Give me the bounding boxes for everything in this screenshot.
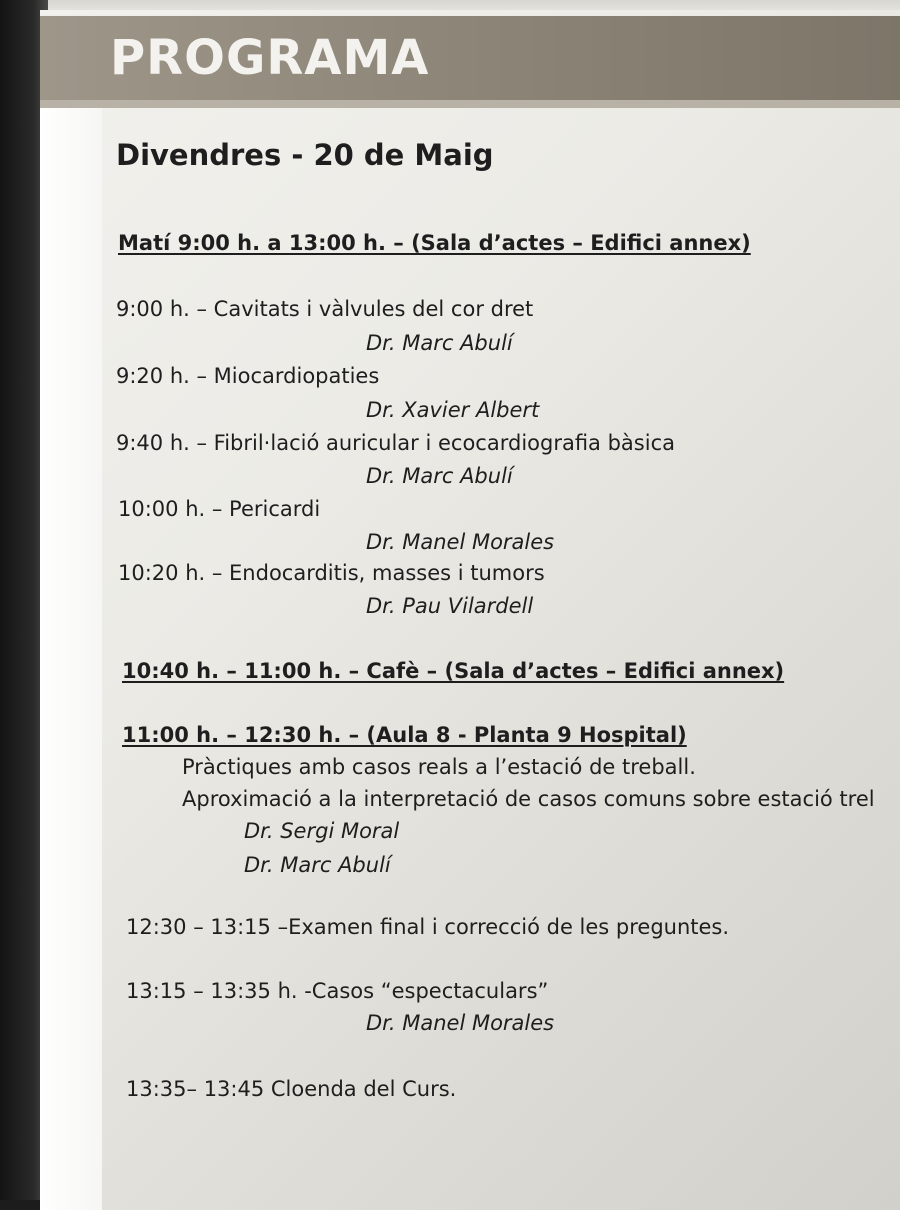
practice-line-2: Aproximació a la interpretació de casos comuns sobre estació trel — [182, 787, 875, 811]
program-content — [40, 10, 900, 1210]
talk-time-4: 10:00 h. – Pericardi — [118, 497, 321, 521]
practice-speaker-2: Dr. Marc Abulí — [244, 853, 391, 877]
talk-speaker-2: Dr. Xavier Albert — [366, 398, 540, 422]
day-heading: Divendres - 20 de Maig — [116, 138, 494, 172]
talk-speaker-4: Dr. Manel Morales — [366, 530, 555, 554]
talk-time-3: 9:40 h. – Fibril·lació auricular i ecocardiografia bàsica — [116, 431, 675, 455]
talk-speaker-5: Dr. Pau Vilardell — [366, 594, 534, 618]
session-coffee-heading: 10:40 h. – 11:00 h. – Cafè – (Sala d’actes – Edifici annex) — [122, 659, 785, 683]
practice-line-1: Pràctiques amb casos reals a l’estació de treball. — [182, 755, 696, 779]
session-morning-heading: Matí 9:00 h. a 13:00 h. – (Sala d’actes – Edifici annex) — [118, 231, 751, 255]
talk-time-5: 10:20 h. – Endocarditis, masses i tumors — [118, 561, 545, 585]
page-title: PROGRAMA — [110, 30, 430, 86]
practice-speaker-1: Dr. Sergi Moral — [244, 819, 400, 843]
exam-line: 12:30 – 13:15 –Examen final i correcció de les preguntes. — [126, 915, 730, 939]
talk-time-2: 9:20 h. – Miocardiopaties — [116, 364, 380, 388]
talk-speaker-3: Dr. Marc Abulí — [366, 464, 513, 488]
session-practice-heading: 11:00 h. – 12:30 h. – (Aula 8 - Planta 9 Hospital) — [122, 723, 687, 747]
talk-time-1: 9:00 h. – Cavitats i vàlvules del cor dret — [116, 297, 534, 321]
slide — [40, 10, 900, 1210]
talk-speaker-1: Dr. Marc Abulí — [366, 331, 513, 355]
cases-line: 13:15 – 13:35 h. -Casos “espectaculars” — [126, 979, 549, 1003]
cases-speaker: Dr. Manel Morales — [366, 1011, 555, 1035]
closing-line: 13:35– 13:45 Cloenda del Curs. — [126, 1077, 457, 1101]
